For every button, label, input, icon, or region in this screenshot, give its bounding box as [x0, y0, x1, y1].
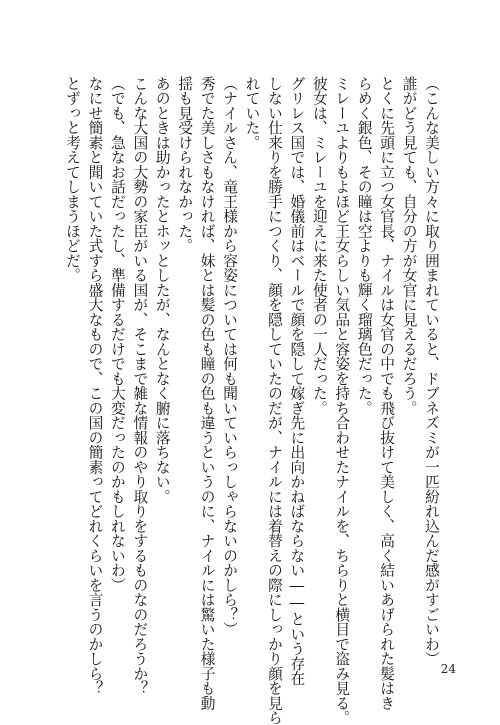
text-line: （ナイルさん、竜王様から容姿については何も聞いていらっしゃらないのかしら？）: [221, 76, 239, 637]
text-line: しない仕来りを勝手につくり、顔を隠していたのだが、ナイルには着替えの際にしっかり顔を見ら: [265, 76, 283, 725]
text-line: （こんな美しい方々に取り囲まれていると、ドブネズミが一匹紛れ込んだ感がすごいわ）: [423, 76, 440, 666]
text-line: グリレス国では、婚儀前はベールで顔を隠して嫁ぎ先に出向かねばならない――という存在: [288, 76, 306, 686]
text-line: 彼女は、ミレーユを迎えに来た使者の一人だった。: [310, 76, 328, 416]
text-line: れていた。: [243, 76, 261, 150]
text-line: （でも、急なお話だったし、準備するだけでも大変だったのかもしれないわ）: [108, 76, 126, 593]
text-line: ミレーユよりもよほど王女らしい気品と容姿を持ち合わせたナイルを、ちらりと横目で盗み見る。: [333, 76, 351, 725]
vertical-text-block: [62, 76, 440, 725]
text-line: 秀でた美しさもなければ、妹とは髪の色も瞳の色も違うというのに、ナイルには驚いた様子も動: [198, 76, 216, 711]
text-line: らめく銀色、その瞳は空よりも輝く瑠璃色だった。: [355, 76, 373, 416]
page-number: 24: [440, 662, 456, 676]
text-line: 誰がどう見ても、自分の方が女官に見えるだろう。: [400, 76, 418, 416]
text-line: あのときは助かったとホッとしたが、なんとなく腑に落ちない。: [153, 76, 171, 504]
text-line: なにせ簡素と聞いていた式すら盛大なもので、この国の簡素ってどれくらいを言うのかしら？: [86, 76, 104, 696]
text-line: とくに先頭に立つ女官長、ナイルは女官の中でも飛び抜けて美しく、高く結いあげられた髪はき: [378, 76, 396, 711]
text-line: 揺も見受けられなかった。: [176, 76, 194, 253]
text-line: とずっと考えてしまうほどだ。: [64, 76, 81, 283]
text-line: こんな大国の大勢の家臣がいる国が、そこまで雑な情報のやり取りをするものなのだろうか？: [131, 76, 149, 696]
